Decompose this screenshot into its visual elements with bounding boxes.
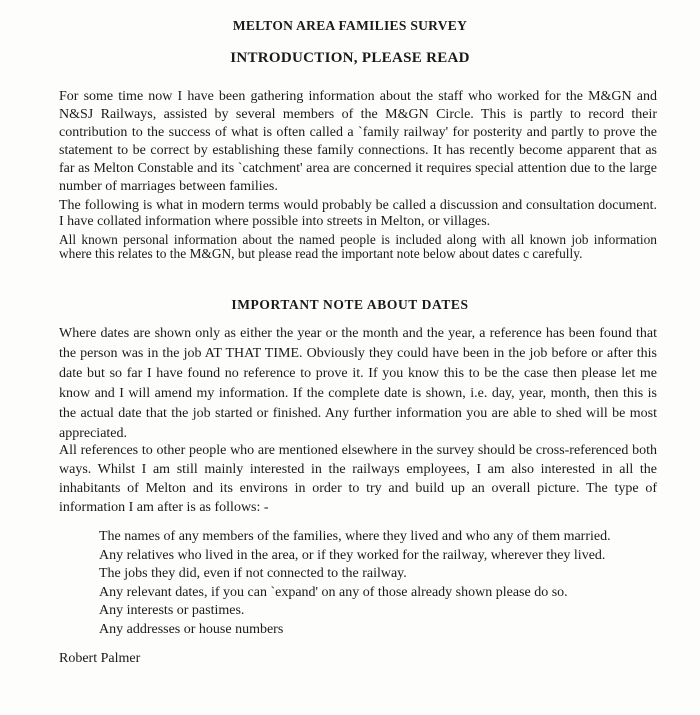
dates-paragraph: Where dates are shown only as either the year or the month and the year, a reference has been found that the person was in the job AT THAT TIME. Obviously they could have been in the job before or after this date but so far I have found no reference to prove it. If you know this to be the case then please let me know and I will amend my information. If the complete date is shown, i.e. day, year, month, then this is the actual date that the job started or finished. Any further information you are able to shed will be most appreciated.: [59, 326, 657, 441]
list-item: Any addresses or house numbers: [99, 621, 284, 637]
list-item: Any relatives who lived in the area, or if they worked for the railway, wherever they lived.: [99, 547, 606, 563]
wanted-information-list: [99, 528, 611, 640]
discussion-paragraph: The following is what in modern terms would probably be called a discussion and consultation document. I have collated information where possible into streets in Melton, or villages.: [59, 198, 657, 229]
list-item: The names of any members of the families, where they lived and who any of them married.: [99, 529, 611, 544]
list-item: Any relevant dates, if you can `expand' on any of those already shown please do so.: [99, 584, 568, 600]
references-paragraph: All references to other people who are mentioned elsewhere in the survey should be cross-referenced both ways. Whilst I am still mainly interested in the railways employees, I am also interested in all the inhabitants of Melton and its environs in order to try and build up an overall picture. The type of information I am after is as follows: -: [59, 443, 657, 515]
list-item: Any interests or pastimes.: [99, 603, 245, 619]
list-item: The jobs they did, even if not connected to the railway.: [99, 566, 407, 582]
author-signature: Robert Palmer: [59, 651, 141, 666]
survey-title: MELTON AREA FAMILIES SURVEY: [232, 18, 468, 33]
intro-paragraph: For some time now I have been gathering information about the staff who worked for the M&GN and N&SJ Railways, assisted by several members of the M&GN Circle. This is partly to record their contribution to the success of what is often called a `family railway' for posterity and partly to prove the statement to be correct by establishing these family connections. It has recently become apparent that as far as Melton Constable and its `catchment' area are concerned it requires special attention due to the large number of marriages between families.: [59, 89, 657, 194]
dates-heading: IMPORTANT NOTE ABOUT DATES: [231, 297, 469, 312]
personal-information-paragraph: All known personal information about the named people is included along with all known job information where this relates to the M&GN, but please read the important note below about dates c carefully.: [59, 232, 657, 261]
intro-heading: INTRODUCTION, PLEASE READ: [230, 50, 470, 66]
